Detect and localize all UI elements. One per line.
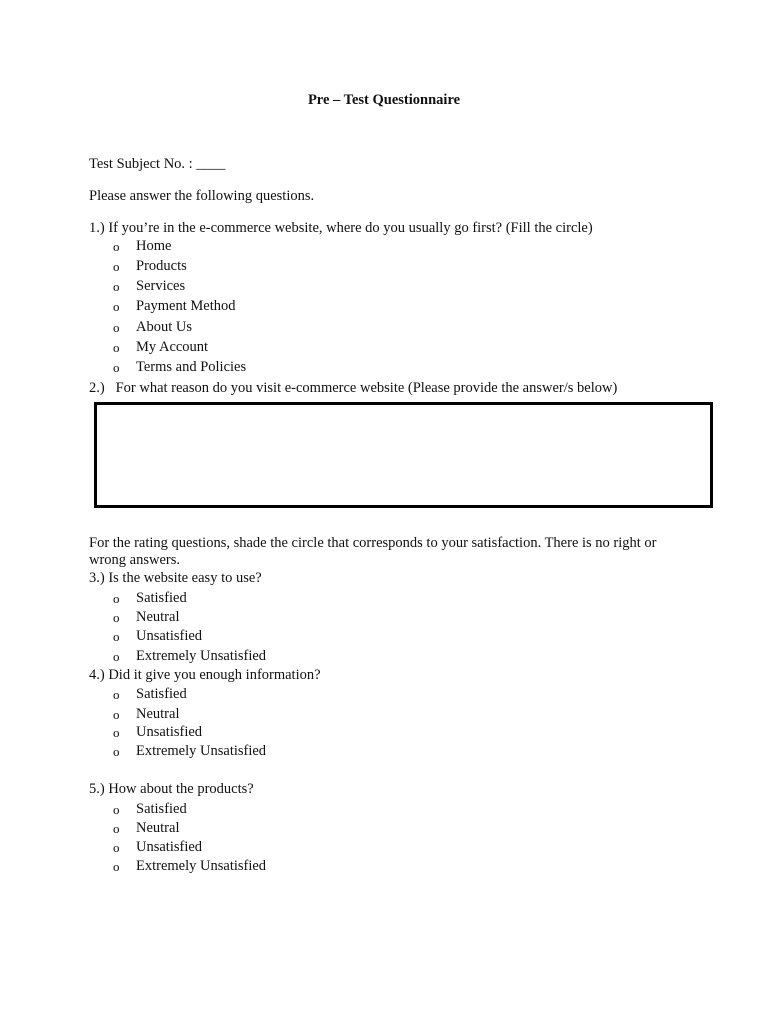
- q3-option-neutral: Neutral: [136, 609, 180, 625]
- rating-instructions: For the rating questions, shade the circle that corresponds to your satisfaction. There is no right or wrong answers.: [89, 535, 657, 568]
- q4-option-satisfied: Satisfied: [136, 686, 187, 702]
- q1-option-home: Home: [136, 238, 172, 254]
- q5-option-satisfied: Satisfied: [136, 801, 187, 817]
- q5-option-unsatisfied: Unsatisfied: [136, 839, 203, 855]
- option-circle[interactable]: o: [113, 360, 120, 375]
- option-circle[interactable]: o: [113, 859, 120, 874]
- option-circle[interactable]: o: [113, 591, 120, 606]
- q3-option-extremely-unsatisfied: Extremely Unsatisfied: [136, 648, 267, 664]
- q1-option-payment-method: Payment Method: [136, 298, 236, 314]
- instructions: Please answer the following questions.: [89, 188, 315, 204]
- question-4: 4.) Did it give you enough information?: [89, 667, 321, 683]
- q4-option-unsatisfied: Unsatisfied: [136, 724, 203, 740]
- option-circle[interactable]: o: [113, 649, 120, 664]
- q5-option-neutral: Neutral: [136, 820, 180, 836]
- question-5: 5.) How about the products?: [89, 781, 254, 797]
- option-circle[interactable]: o: [113, 610, 120, 625]
- q5-option-extremely-unsatisfied: Extremely Unsatisfied: [136, 858, 267, 874]
- option-circle[interactable]: o: [113, 725, 120, 740]
- question-1: 1.) If you’re in the e-commerce website, where do you usually go first? (Fill the circle): [89, 220, 593, 236]
- option-circle[interactable]: o: [113, 744, 120, 759]
- document-title: Pre – Test Questionnaire: [307, 92, 461, 108]
- option-circle[interactable]: o: [113, 840, 120, 855]
- q1-option-services: Services: [136, 278, 186, 294]
- q1-option-products: Products: [136, 258, 187, 274]
- option-circle[interactable]: o: [113, 821, 120, 836]
- option-circle[interactable]: o: [113, 707, 120, 722]
- option-circle[interactable]: o: [113, 259, 120, 274]
- option-circle[interactable]: o: [113, 340, 120, 355]
- q3-option-unsatisfied: Unsatisfied: [136, 628, 203, 644]
- test-subject-line: Test Subject No. : ____: [89, 156, 226, 172]
- option-circle[interactable]: o: [113, 239, 120, 254]
- option-circle[interactable]: o: [113, 299, 120, 314]
- option-circle[interactable]: o: [113, 279, 120, 294]
- q1-option-terms-and-policies: Terms and Policies: [136, 359, 247, 375]
- option-circle[interactable]: o: [113, 320, 120, 335]
- question-2: 2.) For what reason do you visit e-commerce website (Please provide the answer/s below): [89, 380, 618, 396]
- q4-option-extremely-unsatisfied: Extremely Unsatisfied: [136, 743, 267, 759]
- q2-answer-box[interactable]: [94, 402, 713, 508]
- q1-option-about-us: About Us: [136, 319, 192, 335]
- option-circle[interactable]: o: [113, 629, 120, 644]
- q1-option-my-account: My Account: [136, 339, 209, 355]
- q3-option-satisfied: Satisfied: [136, 590, 187, 606]
- option-circle[interactable]: o: [113, 802, 120, 817]
- question-3: 3.) Is the website easy to use?: [89, 570, 262, 586]
- option-circle[interactable]: o: [113, 687, 120, 702]
- q4-option-neutral: Neutral: [136, 706, 180, 722]
